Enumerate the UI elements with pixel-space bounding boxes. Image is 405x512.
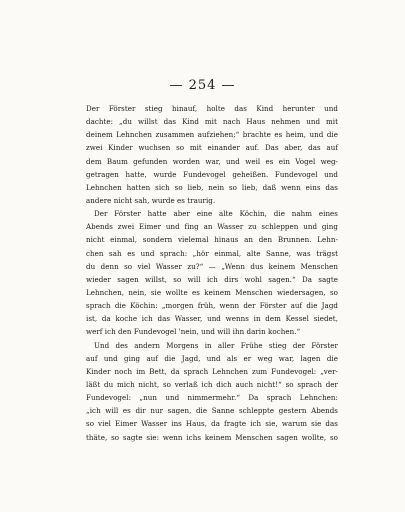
text-line: dachte: „du willst das Kind mit nach Haus nehmen und mit xyxy=(86,117,338,127)
text-line: Der Förster hatte aber eine alte Köchin, die nahm eines xyxy=(94,209,338,219)
text-line: sprach die Köchin: „morgen früh, wenn der Förster auf die Jagd xyxy=(86,301,338,311)
text-line: „ich will es dir nur sagen, die Sanne schleppte gestern Abends xyxy=(86,406,338,416)
text-line: chen sah es und sprach: „hör einmal, alte Sanne, was trägst xyxy=(86,248,338,258)
text-line: Der Förster stieg hinauf, holte das Kind herunter und xyxy=(86,104,338,113)
text-line: so viel Eimer Wasser ins Haus, da fragte ich sie, warum sie das xyxy=(86,419,338,429)
text-line: auf und ging auf die Jagd, und als er weg war, lagen die xyxy=(86,353,338,363)
page-number: — 254 — xyxy=(169,78,236,93)
text-line: thäte, so sagte sie: wenn ichs keinem Menschen sagen wollte, so xyxy=(86,432,338,442)
text-line: andere nicht sah, wurde es traurig. xyxy=(86,195,216,205)
body-text xyxy=(86,102,338,444)
text-line: Kinder noch im Bett, da sprach Lehnchen zum Fundevogel: „ver- xyxy=(86,366,338,376)
text-line: ist, da koche ich das Wasser, und wenns in dem Kessel siedet, xyxy=(86,314,338,324)
text-line: getragen hatte, wurde Fundevogel geheißen. Fundevogel und xyxy=(86,169,338,179)
text-line: Lehnchen, nein, sie wollte es keinem Menschen wiedersagen, so xyxy=(86,287,338,297)
text-line: wieder sagen willst, so will ich dirs wohl sagen.“ Da sagte xyxy=(86,274,338,284)
text-line: du denn so viel Wasser zu?“ — „Wenn dus keinem Menschen xyxy=(86,261,338,271)
text-line: Und des andern Morgens in aller Frühe stieg der Förster xyxy=(94,340,338,350)
text-line: dem Baum gefunden worden war, und weil es ein Vogel weg- xyxy=(86,156,338,166)
text-line: Abends zwei Eimer und fing an Wasser zu schleppen und ging xyxy=(86,222,338,232)
text-line: läßt du mich nicht, so verlaß ich dich auch nicht!“ so sprach der xyxy=(86,379,338,389)
text-line: Lehnchen hatten sich so lieb, nein so lieb, daß wenn eins das xyxy=(86,182,338,192)
text-line: zwei Kinder wuchsen so mit einander auf. Das aber, das auf xyxy=(86,143,338,153)
text-line: deinem Lehnchen zusammen aufziehen;“ brachte es heim, und die xyxy=(86,130,338,140)
text-line: nicht einmal, sondern vielemal hinaus an den Brunnen. Lehn- xyxy=(86,235,338,245)
text-line: werf ich den Fundevogel 'nein, und will ihn darin kochen.“ xyxy=(86,327,301,337)
text-line: Fundevogel: „nun und nimmermehr.“ Da sprach Lehnchen: xyxy=(86,393,338,403)
